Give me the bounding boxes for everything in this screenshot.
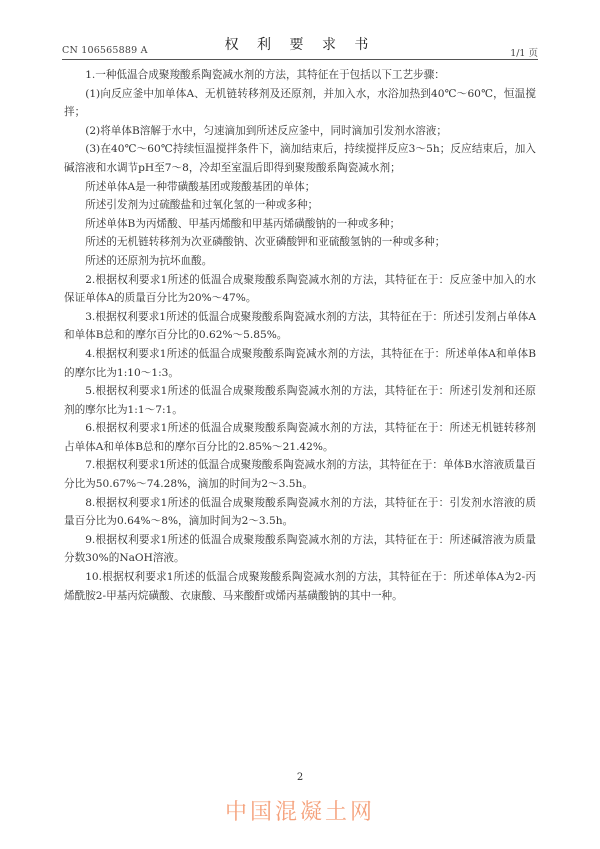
claim-9: 9.根据权利要求1所述的低温合成聚羧酸系陶瓷减水剂的方法，其特征在于：所述碱溶液为质量分数30%的NaOH溶液。 bbox=[64, 533, 536, 565]
document-title: 权 利 要 求 书 bbox=[224, 37, 376, 53]
header-rule bbox=[62, 59, 538, 60]
page-number: 2 bbox=[296, 772, 304, 783]
claim-2: 2.根据权利要求1所述的低温合成聚羧酸系陶瓷减水剂的方法，其特征在于：反应釜中加入的水保证单体A的质量百分比为20%～47%。 bbox=[64, 273, 536, 305]
document-header bbox=[0, 0, 600, 60]
claim-5: 5.根据权利要求1所述的低温合成聚羧酸系陶瓷减水剂的方法，其特征在于：所述引发剂和还原剂的摩尔比为1:1～7:1。 bbox=[64, 385, 536, 416]
claim-1-definition: 所述引发剂为过硫酸盐和过氧化氢的一种或多种； bbox=[85, 199, 319, 212]
claim-6: 6.根据权利要求1所述的低温合成聚羧酸系陶瓷减水剂的方法，其特征在于：所述无机链转移剂占单体A和单体B总和的摩尔百分比的2.85%～21.42%。 bbox=[64, 422, 536, 453]
claim-1-step-1: (1)向反应釜中加单体A、无机链转移剂及还原剂，并加入水，水浴加热到40℃～60℃，恒温搅拌； bbox=[64, 87, 536, 119]
claim-1-intro: 1.一种低温合成聚羧酸系陶瓷减水剂的方法，其特征在于包括以下工艺步骤： bbox=[85, 69, 445, 81]
watermark-text: 中国混凝土网 bbox=[224, 800, 375, 825]
claim-10: 10.根据权利要求1所述的低温合成聚羧酸系陶瓷减水剂的方法，其特征在于：所述单体A为2-丙烯酰胺2-甲基丙烷磺酸、衣康酸、马来酸酐或烯丙基磺酸钠的其中一种。 bbox=[64, 571, 536, 602]
claim-7: 7.根据权利要求1所述的低温合成聚羧酸系陶瓷减水剂的方法，其特征在于：单体B水溶液质量百分比为50.67%～74.28%，滴加的时间为2～3.5h。 bbox=[64, 459, 536, 491]
claim-1-step-2: (2)将单体B溶解于水中，匀速滴加到所述反应釜中，同时滴加引发剂水溶液； bbox=[85, 124, 447, 137]
claim-1-definition: 所述的无机链转移剂为次亚磷酸钠、次亚磷酸钾和亚硫酸氢钠的一种或多种； bbox=[85, 236, 446, 249]
claim-4: 4.根据权利要求1所述的低温合成聚羧酸系陶瓷减水剂的方法，其特征在于：所述单体A和单体B的摩尔比为1:10～1:3。 bbox=[64, 347, 536, 379]
page-info: 1/1 页 bbox=[510, 48, 538, 59]
claims-body bbox=[64, 66, 536, 605]
claim-8: 8.根据权利要求1所述的低温合成聚羧酸系陶瓷减水剂的方法，其特征在于：引发剂水溶液的质量百分比为0.64%～8%，滴加时间为2～3.5h。 bbox=[64, 496, 536, 528]
claim-1-step-3: (3)在40℃～60℃持续恒温搅拌条件下，滴加结束后，持续搅拌反应3～5h；反应结束后，加入碱溶液和水调节pH至7～8，冷却至室温后即得到聚羧酸系陶瓷减水剂； bbox=[64, 143, 536, 174]
claim-3: 3.根据权利要求1所述的低温合成聚羧酸系陶瓷减水剂的方法，其特征在于：所述引发剂占单体A和单体B总和的摩尔百分比的0.62%～5.85%。 bbox=[64, 310, 536, 342]
claim-1-definition: 所述单体A是一种带磺酸基团或羧酸基团的单体； bbox=[85, 180, 316, 193]
claim-1-definition: 所述单体B为丙烯酸、甲基丙烯酸和甲基丙烯磺酸钠的一种或多种； bbox=[85, 217, 401, 230]
claim-1-definition: 所述的还原剂为抗坏血酸。 bbox=[85, 254, 213, 267]
publication-number: CN 106565889 A bbox=[62, 45, 148, 56]
